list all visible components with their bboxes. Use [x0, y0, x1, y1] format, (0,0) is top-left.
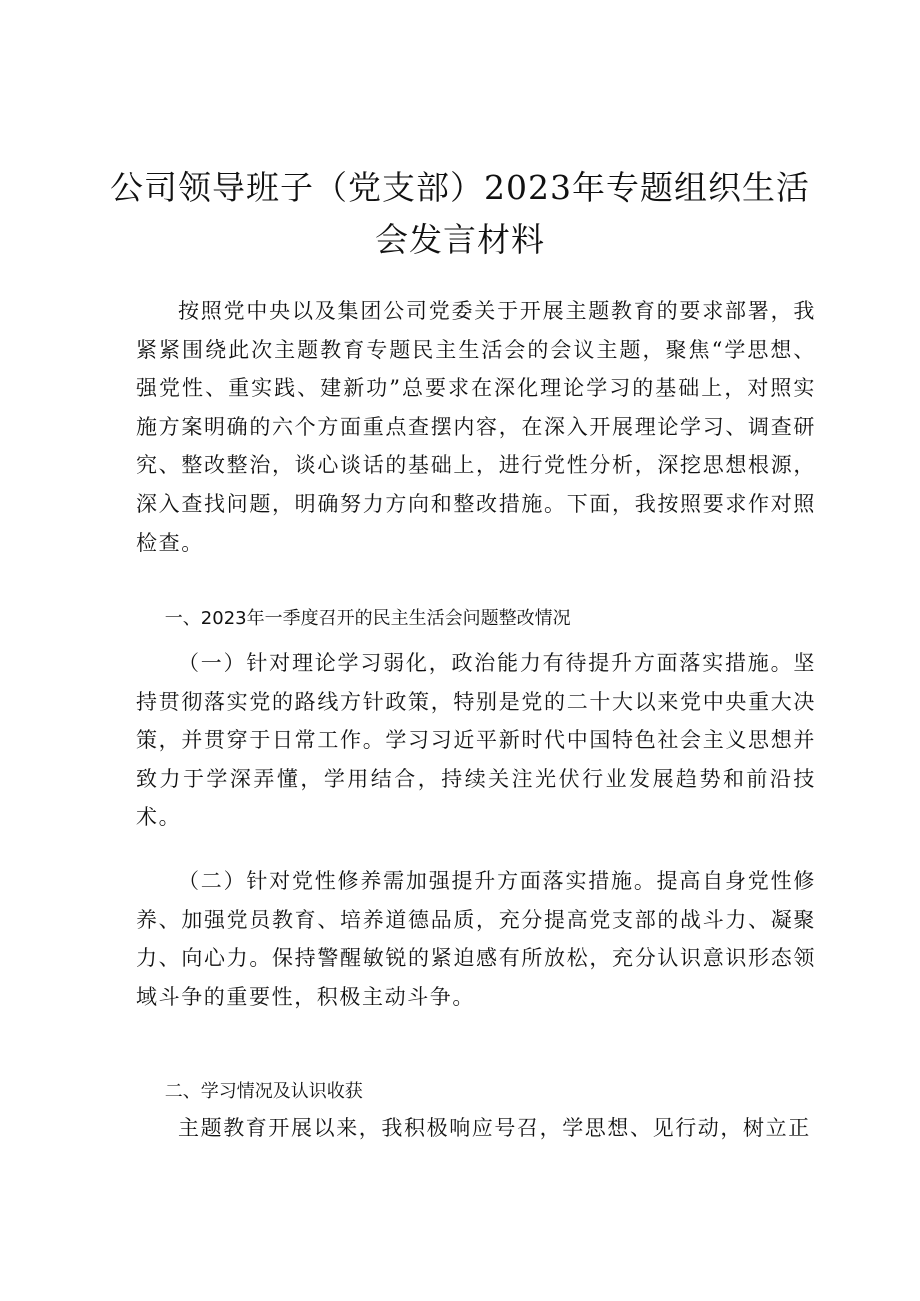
- section-2-paragraph-1: 主题教育开展以来，我积极响应号召，学思想、见行动，树立正: [178, 1116, 811, 1140]
- document-title-line-2: 会发言材料: [375, 220, 545, 259]
- section-heading-1: 一、2023年一季度召开的民主生活会问题整改情况: [164, 608, 571, 629]
- document-title-line-1: 公司领导班子（党支部）2023年专题组织生活: [110, 168, 810, 207]
- document-title: [100, 162, 820, 266]
- intro-paragraph: 按照党中央以及集团公司党委关于开展主题教育的要求部署，我紧紧围绕此次主题教育专题民主生活会的会议主题，聚焦“学思想、强党性、重实践、建新功”总要求在深化理论学习的基础上，对照实施方案明确的六个方面重点查摆内容，在深入开展理论学习、调查研究、整改整治，谈心谈话的基础上，进行党性分析，深挖思想根源，深入查找问题，明确努力方向和整改措施。下面，我按照要求作对照检查。: [136, 299, 816, 555]
- section-heading-2: 二、学习情况及认识收获: [164, 1081, 363, 1102]
- section-1-paragraph-2: （二）针对党性修养需加强提升方面落实措施。提高自身党性修养、加强党员教育、培养道德品质，充分提高党支部的战斗力、凝聚力、向心力。保持警醒敏锐的紧迫感有所放松，充分认识意识形态领域斗争的重要性，积极主动斗争。: [136, 869, 816, 1009]
- section-1-paragraph-1: （一）针对理论学习弱化，政治能力有待提升方面落实措施。坚持贯彻落实党的路线方针政策，特别是党的二十大以来党中央重大决策，并贯穿于日常工作。学习习近平新时代中国特色社会主义思想并致力于学深弄懂，学用结合，持续关注光伏行业发展趋势和前沿技术。: [136, 651, 816, 830]
